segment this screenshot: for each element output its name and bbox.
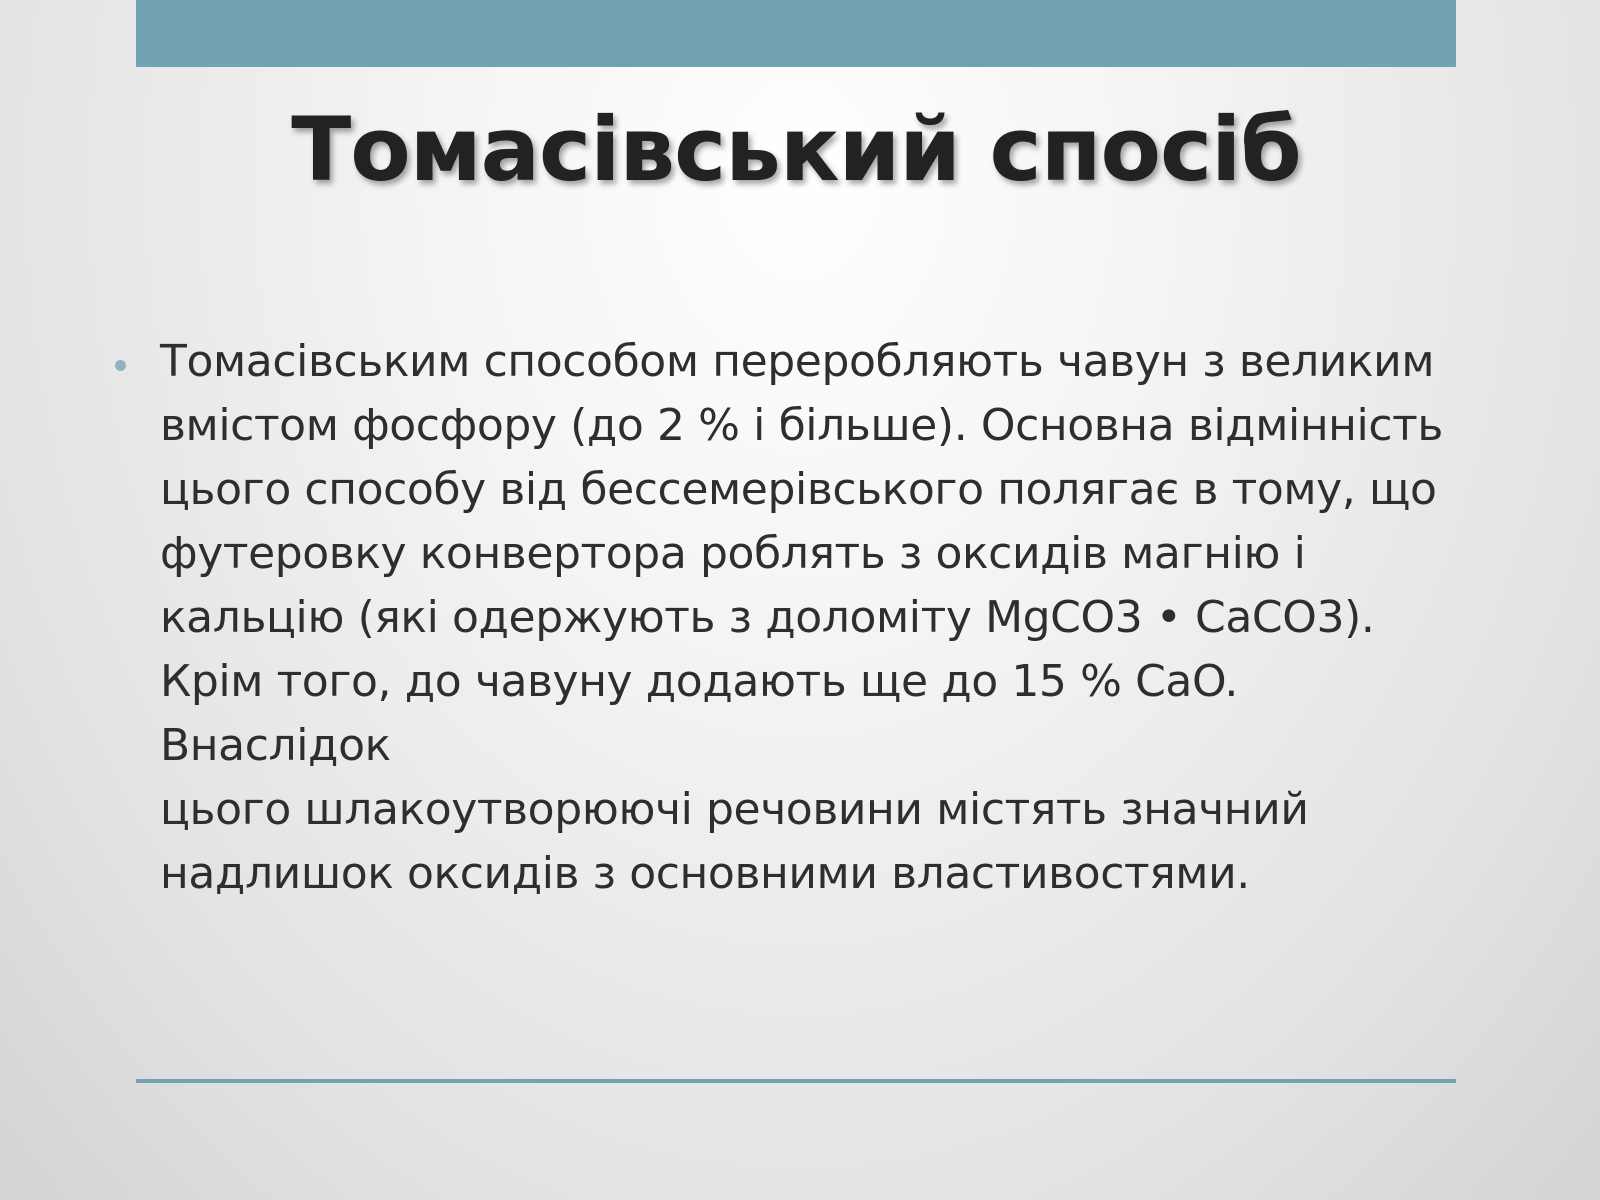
bullet-item xyxy=(110,330,1480,906)
bullet-line: футеровку конвертора роблять з оксидів магнію і xyxy=(160,528,1306,579)
bullet-line: кальцію (які одержують з доломіту MgCO3 • CaCO3). xyxy=(160,592,1375,643)
bullet-line: цього способу від бессемерівського полягає в тому, що xyxy=(160,464,1437,515)
bullet-line: Крім того, до чавуну додають ще до 15 % CaO. Внаслідок xyxy=(160,656,1239,771)
bottom-accent-rule xyxy=(136,1079,1456,1083)
bullet-line: надлишок оксидів з основними властивостями. xyxy=(160,848,1250,899)
bullet-dot-icon xyxy=(115,360,126,371)
top-accent-bar xyxy=(136,0,1456,67)
bullet-line: вмістом фосфору (до 2 % і більше). Основна відмінність xyxy=(160,400,1443,451)
slide-body xyxy=(110,330,1480,906)
bullet-line: цього шлакоутворюючі речовини містять значний xyxy=(160,784,1309,835)
bullet-line: Томасівським способом переробляють чавун з великим xyxy=(160,336,1435,387)
slide-title: Томасівський спосіб xyxy=(291,98,1301,201)
